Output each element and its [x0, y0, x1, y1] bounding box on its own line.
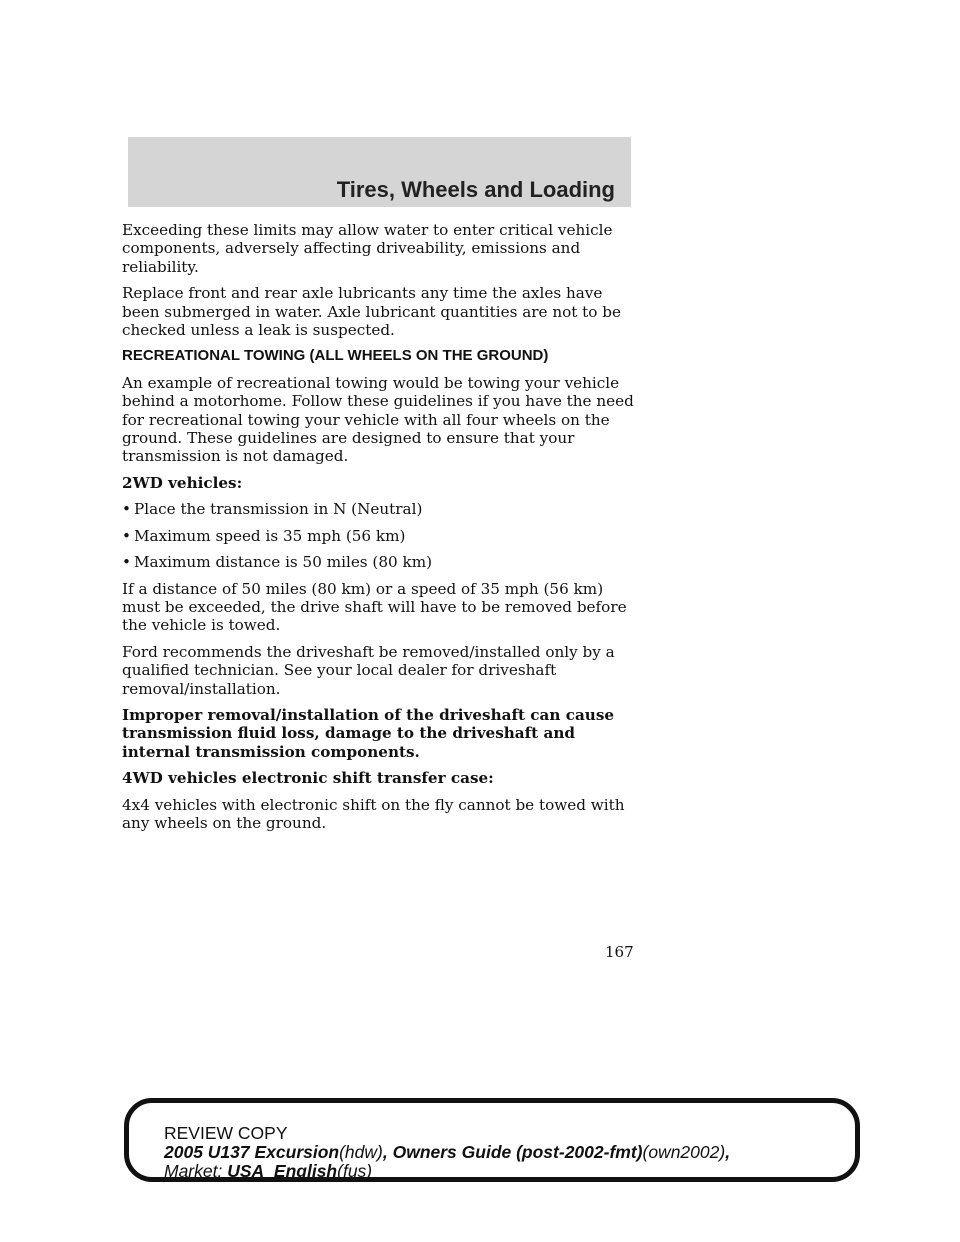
paragraph: Replace front and rear axle lubricants any time the axles have been submerged in water. Axle lubricant quantities are not to be checked unless a leak is suspected. — [122, 284, 621, 340]
section-heading: RECREATIONAL TOWING (ALL WHEELS ON THE GROUND) — [122, 347, 549, 365]
subheading-2wd: 2WD vehicles: — [122, 473, 243, 492]
page-content — [122, 221, 642, 840]
paragraph: Exceeding these limits may allow water to enter critical vehicle components, adversely affecting driveability, emissions and reliability. — [122, 221, 613, 276]
list-item — [122, 553, 642, 571]
list-item-text: Place the transmission in N (Neutral) — [134, 500, 423, 519]
review-copy-label: REVIEW COPY — [164, 1123, 288, 1143]
page-number: 167 — [605, 943, 634, 961]
bullet-icon: • — [122, 500, 131, 519]
bullet-icon: • — [122, 526, 131, 545]
paragraph: If a distance of 50 miles (80 km) or a speed of 35 mph (56 km) must be exceeded, the drive shaft will have to be removed before the vehicle is towed. — [122, 579, 627, 635]
section-title: Tires, Wheels and Loading — [336, 177, 615, 202]
bullet-icon: • — [122, 553, 131, 572]
list-item — [122, 527, 642, 545]
paragraph: 4x4 vehicles with electronic shift on the fly cannot be towed with any wheels on the ground. — [122, 795, 625, 832]
list-item-text: Maximum speed is 35 mph (56 km) — [134, 526, 406, 545]
list-item — [122, 500, 642, 518]
list-item-text: Maximum distance is 50 miles (80 km) — [134, 553, 433, 572]
footer-line-3: Market: USA_English(fus) — [164, 1161, 373, 1181]
footer-text — [164, 1124, 844, 1181]
paragraph: An example of recreational towing would be towing your vehicle behind a motorhome. Follow these guidelines if you have the need for recreational towing your vehicle with all four wheels on the ground. These guidelines are designed to ensure that your transmission is not damaged. — [122, 373, 634, 466]
footer-line-2: 2005 U137 Excursion(hdw), Owners Guide (post-2002-fmt)(own2002), — [164, 1142, 731, 1162]
section-header-band — [128, 137, 631, 207]
warning-text: Improper removal/installation of the driveshaft can cause transmission fluid loss, damage to the driveshaft and internal transmission components. — [122, 705, 615, 761]
paragraph: Ford recommends the driveshaft be removed/installed only by a qualified technician. See your local dealer for driveshaft removal/installation. — [122, 642, 615, 698]
subheading-4wd: 4WD vehicles electronic shift transfer case: — [122, 769, 494, 788]
